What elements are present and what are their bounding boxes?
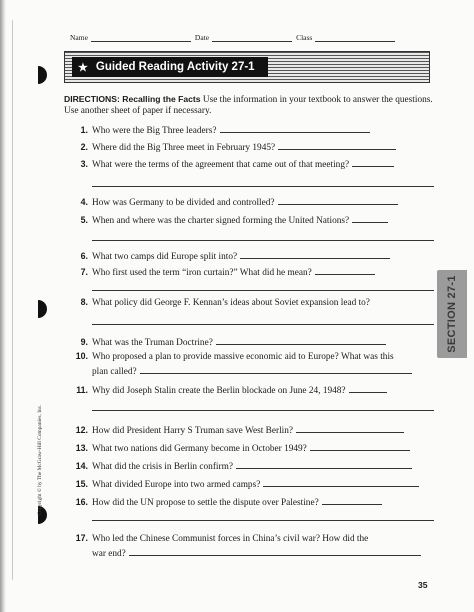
answer-line[interactable] [296, 425, 404, 433]
banner-title-box [72, 57, 268, 77]
directions [64, 94, 436, 117]
question-number: 2. [80, 142, 88, 152]
question-text: Who were the Big Three leaders? [92, 126, 217, 136]
page-number: 35 [418, 580, 428, 590]
answer-line[interactable] [349, 385, 387, 393]
question-6 [70, 250, 438, 263]
question-16 [70, 496, 438, 509]
question-11 [70, 384, 438, 397]
question-text: Why did Joseph Stalin create the Berlin blockade on June 24, 1948? [92, 386, 346, 396]
activity-banner [64, 51, 430, 83]
answer-line[interactable] [322, 497, 382, 505]
question-text: Who first used the term “iron curtain?” What did he mean? [92, 268, 312, 278]
question-12 [70, 424, 438, 437]
answer-line[interactable] [315, 267, 375, 275]
answer-line[interactable] [92, 410, 434, 411]
question-text: war end? [92, 549, 126, 559]
student-info-header [70, 33, 430, 42]
question-10 [70, 350, 438, 363]
answer-line[interactable] [240, 251, 390, 259]
date-label: Date [194, 33, 210, 42]
question-text: Who led the Chinese Communist forces in China’s civil war? How did the [92, 534, 369, 544]
question-number: 1. [80, 125, 88, 135]
answer-line[interactable] [140, 366, 412, 374]
name-field[interactable] [91, 35, 191, 42]
question-number: 8. [80, 297, 88, 307]
question-number: 15. [75, 479, 88, 489]
question-number: 3. [80, 159, 88, 169]
question-text: What two camps did Europe split into? [92, 252, 238, 262]
question-1 [70, 124, 438, 137]
question-text: How did the UN propose to settle the dispute over Palestine? [92, 498, 319, 508]
page-title: Guided Reading Activity 27-1 [95, 61, 255, 73]
question-text: plan called? [92, 367, 137, 377]
answer-line[interactable] [92, 186, 434, 187]
answer-line[interactable] [278, 142, 396, 150]
page-edge [0, 0, 6, 612]
date-field[interactable] [212, 35, 292, 42]
star-icon: ★ [78, 61, 88, 74]
class-field[interactable] [315, 35, 395, 42]
answer-line[interactable] [263, 479, 419, 487]
question-number: 10. [75, 351, 88, 361]
question-text: When and where was the charter signed forming the United Nations? [92, 216, 350, 226]
question-7 [70, 266, 438, 279]
question-14 [70, 460, 438, 473]
question-text: Who proposed a plan to provide massive economic aid to Europe? What was this [92, 352, 394, 362]
binder-hole [38, 300, 47, 318]
question-number: 16. [75, 497, 88, 507]
question-text: How was Germany to be divided and controlled? [92, 198, 275, 208]
question-5 [70, 214, 438, 227]
question-10-continued [70, 366, 438, 378]
question-text: What did the crisis in Berlin confirm? [92, 462, 233, 472]
question-4 [70, 196, 438, 209]
binder-hole [38, 66, 47, 84]
question-13 [70, 442, 438, 455]
question-text: Where did the Big Three meet in February 1945? [92, 143, 276, 153]
question-text: What were the terms of the agreement that came out of that meeting? [92, 160, 350, 170]
answer-line[interactable] [352, 215, 388, 223]
answer-line[interactable] [220, 125, 370, 133]
question-number: 12. [75, 425, 88, 435]
question-number: 5. [80, 215, 88, 225]
question-number: 7. [80, 267, 88, 277]
name-label: Name [70, 33, 88, 42]
question-text: What was the Truman Doctrine? [92, 338, 213, 348]
copyright-notice: Copyright © by The McGraw-Hill Companies, Inc. [37, 404, 43, 516]
answer-line[interactable] [352, 159, 394, 167]
question-17 [70, 532, 438, 545]
question-9 [70, 336, 438, 349]
answer-line[interactable] [92, 520, 434, 521]
answer-line[interactable] [92, 240, 434, 241]
directions-text: Use the information in your textbook to answer the questions. Use another sheet of paper if necessary. [64, 95, 433, 116]
question-15 [70, 478, 438, 491]
answer-line[interactable] [278, 197, 398, 205]
answer-line[interactable] [236, 461, 412, 469]
margin-line [12, 20, 13, 580]
question-number: 4. [80, 197, 88, 207]
question-17-continued [70, 548, 438, 560]
question-8 [70, 296, 438, 309]
class-label: Class [296, 33, 313, 42]
question-3 [70, 158, 438, 171]
directions-heading: DIRECTIONS: Recalling the Facts [64, 94, 201, 104]
question-text: How did President Harry S Truman save West Berlin? [92, 426, 294, 436]
answer-line[interactable] [129, 548, 421, 556]
answer-line[interactable] [216, 337, 386, 345]
question-text: What policy did George F. Kennan’s ideas about Soviet expansion lead to? [92, 298, 370, 308]
answer-line[interactable] [92, 324, 434, 325]
answer-line[interactable] [92, 290, 434, 291]
question-number: 17. [75, 533, 88, 543]
question-2 [70, 141, 438, 154]
answer-line[interactable] [310, 443, 410, 451]
section-tab-label: SECTION 27-1 [446, 275, 458, 353]
question-number: 11. [76, 385, 88, 395]
question-number: 6. [80, 251, 88, 261]
question-text: What divided Europe into two armed camps? [92, 480, 261, 490]
question-number: 14. [75, 461, 88, 471]
question-number: 9. [80, 337, 88, 347]
question-text: What two nations did Germany become in October 1949? [92, 444, 307, 454]
question-number: 13. [75, 443, 88, 453]
